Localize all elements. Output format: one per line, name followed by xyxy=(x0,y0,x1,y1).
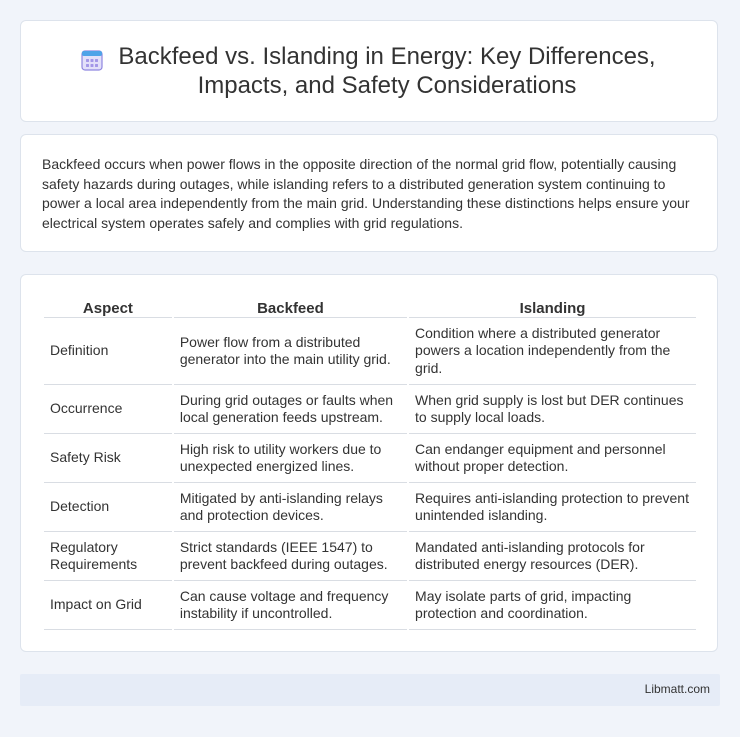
cell-backfeed: During grid outages or faults when local generation feeds upstream. xyxy=(174,385,407,434)
intro-card xyxy=(20,134,718,252)
table-row xyxy=(44,581,696,630)
calendar-grid-icon xyxy=(81,49,103,71)
cell-backfeed: Power flow from a distributed generator into the main utility grid. xyxy=(174,318,407,385)
cell-backfeed: Mitigated by anti-islanding relays and protection devices. xyxy=(174,483,407,532)
cell-aspect: Regulatory Requirements xyxy=(44,532,172,581)
cell-backfeed: Can cause voltage and frequency instability if uncontrolled. xyxy=(174,581,407,630)
footer-site-link[interactable]: Libmatt.com xyxy=(644,682,710,696)
title-card xyxy=(20,20,718,122)
cell-aspect: Definition xyxy=(44,318,172,385)
table-row xyxy=(44,483,696,532)
cell-islanding: Mandated anti-islanding protocols for distributed energy resources (DER). xyxy=(409,532,696,581)
cell-backfeed: Strict standards (IEEE 1547) to prevent backfeed during outages. xyxy=(174,532,407,581)
comparison-table xyxy=(42,297,698,630)
table-row xyxy=(44,434,696,483)
cell-aspect: Safety Risk xyxy=(44,434,172,483)
table-row xyxy=(44,385,696,434)
header-backfeed: Backfeed xyxy=(174,297,407,318)
cell-islanding: Condition where a distributed generator powers a location independently from the grid. xyxy=(409,318,696,385)
title-wrap xyxy=(81,42,657,100)
cell-islanding: May isolate parts of grid, impacting protection and coordination. xyxy=(409,581,696,630)
cell-islanding: When grid supply is lost but DER continues to supply local loads. xyxy=(409,385,696,434)
footer-bar xyxy=(20,674,720,706)
intro-paragraph: Backfeed occurs when power flows in the opposite direction of the normal grid flow, potentially causing safety hazards during outages, while islanding refers to a distributed generation system continuing to power a local area independently from the main grid. Understanding these distinctions helps ensure your electrical system operates safely and complies with grid regulations. xyxy=(42,156,690,231)
cell-aspect: Occurrence xyxy=(44,385,172,434)
page-title: Backfeed vs. Islanding in Energy: Key Differences, Impacts, and Safety Considerations xyxy=(118,43,656,99)
table-header-row xyxy=(44,297,696,318)
cell-islanding: Requires anti-islanding protection to prevent unintended islanding. xyxy=(409,483,696,532)
header-aspect: Aspect xyxy=(44,297,172,318)
cell-aspect: Impact on Grid xyxy=(44,581,172,630)
comparison-card xyxy=(20,274,718,652)
table-row xyxy=(44,318,696,385)
cell-backfeed: High risk to utility workers due to unexpected energized lines. xyxy=(174,434,407,483)
cell-aspect: Detection xyxy=(44,483,172,532)
cell-islanding: Can endanger equipment and personnel without proper detection. xyxy=(409,434,696,483)
table-row xyxy=(44,532,696,581)
header-islanding: Islanding xyxy=(409,297,696,318)
